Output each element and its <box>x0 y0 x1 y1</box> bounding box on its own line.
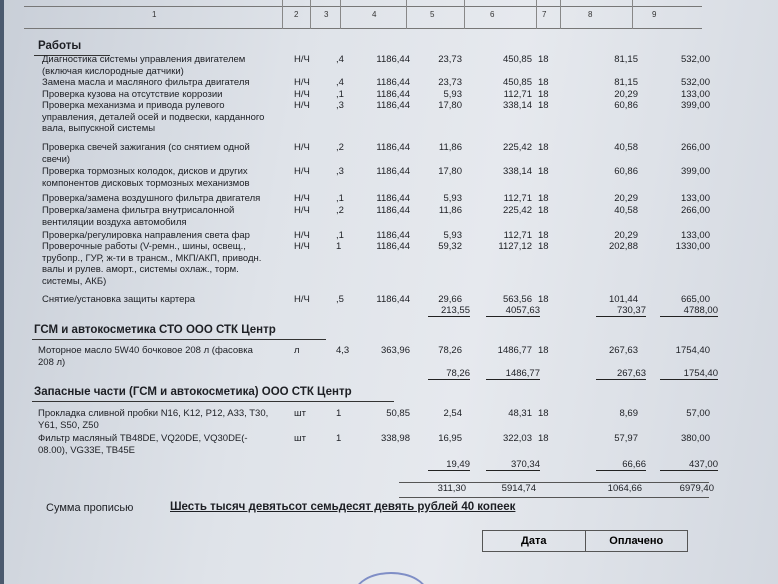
total-c6: 4057,63 <box>486 305 540 317</box>
cell-c6: 48,31 <box>508 408 532 419</box>
col-num-6: 6 <box>490 10 495 19</box>
row-description-line: валы и рулев. аморт., системы охлаж., торм. <box>42 264 239 275</box>
stamp-seal <box>354 572 428 584</box>
cell-c5: 2,54 <box>443 408 462 419</box>
row-description-line: Проверка тормозных колодок, дисков и других <box>42 166 248 177</box>
cell-price: 1186,44 <box>376 294 410 305</box>
cell-c8: 202,88 <box>608 241 638 252</box>
row-description-line: Проверка/замена фильтра внутрисалонной <box>42 205 235 216</box>
row-description-line: управления, деталей осей и подвески, карданного <box>42 111 265 123</box>
cell-c7: 18 <box>538 345 549 356</box>
row-description-line: Y61, S50, Z50 <box>38 419 99 431</box>
col-num-5: 5 <box>430 10 435 19</box>
row-description-line: Проверка кузова на отсутствие коррозии <box>42 89 223 100</box>
cell-c6: 112,71 <box>503 89 532 100</box>
row-description-line: Прокладка сливной пробки N16, K12, P12, A33, T30, <box>38 408 269 419</box>
cell-qty: ,3 <box>336 100 344 111</box>
footer-date-label: Дата <box>521 535 547 547</box>
row-description-line: Снятие/установка защиты картера <box>42 294 196 305</box>
cell-price: 50,85 <box>386 408 410 419</box>
cell-qty: ,5 <box>336 294 344 305</box>
cell-c8: 40,58 <box>614 205 638 216</box>
cell-unit: л <box>294 345 300 356</box>
cell-c9: 399,00 <box>680 166 710 177</box>
cell-c6: 112,71 <box>503 230 532 241</box>
row-description-line: Замена масла и масляного фильтра двигателя <box>42 77 250 88</box>
cell-c6: 112,71 <box>503 193 532 204</box>
total-c5: 78,26 <box>428 368 470 380</box>
row-description-line: Моторное масло 5W40 бочковое 208 л (фасовка <box>38 345 253 356</box>
cell-c8: 101,44 <box>608 294 638 305</box>
cell-c5: 17,80 <box>438 100 462 111</box>
cell-c5: 17,80 <box>438 166 462 177</box>
invoice-page <box>4 0 778 584</box>
row-description-line: системы, АКБ) <box>42 275 107 287</box>
cell-qty: 1 <box>336 408 342 419</box>
cell-price: 1186,44 <box>376 100 410 111</box>
grand-total-c6: 5914,74 <box>501 483 536 494</box>
cell-unit: Н/Ч <box>294 294 310 305</box>
cell-unit: Н/Ч <box>294 54 310 65</box>
cell-c5: 23,73 <box>438 77 462 88</box>
cell-qty: 1 <box>336 433 342 444</box>
cell-c6: 322,03 <box>502 433 532 444</box>
col-num-3: 3 <box>324 10 329 19</box>
cell-c9: 133,00 <box>680 89 710 100</box>
cell-c5: 16,95 <box>438 433 462 444</box>
cell-price: 1186,44 <box>376 54 410 65</box>
row-description-line: Диагностика системы управления двигателем <box>42 54 246 65</box>
col-num-9: 9 <box>652 10 657 19</box>
cell-c5: 29,66 <box>438 294 462 305</box>
cell-price: 338,98 <box>380 433 410 444</box>
total-c8: 267,63 <box>596 368 646 380</box>
cell-c6: 563,56 <box>502 294 532 305</box>
cell-c5: 5,93 <box>443 193 462 204</box>
cell-c8: 57,97 <box>614 433 638 444</box>
cell-c5: 59,32 <box>438 241 462 252</box>
row-description-line: вала, выпускной системы <box>42 123 156 134</box>
cell-qty: ,4 <box>336 54 344 65</box>
cell-unit: Н/Ч <box>294 230 310 241</box>
total-c6: 370,34 <box>486 459 540 471</box>
total-c9: 1754,40 <box>660 368 718 380</box>
cell-c8: 20,29 <box>614 89 638 100</box>
total-c5: 213,55 <box>428 305 470 317</box>
cell-c9: 532,00 <box>680 54 710 65</box>
col-num-2: 2 <box>294 10 299 19</box>
row-description-line: Фильтр масляный TB48DE, VQ20DE, VQ30DE(- <box>38 433 248 444</box>
cell-unit: Н/Ч <box>294 241 310 252</box>
row-description-line: (включая кислородные датчики) <box>42 65 184 77</box>
cell-c9: 380,00 <box>680 433 710 444</box>
cell-c9: 133,00 <box>680 230 710 241</box>
col-num-8: 8 <box>588 10 593 19</box>
cell-c6: 225,42 <box>502 142 532 153</box>
cell-price: 1186,44 <box>376 193 410 204</box>
cell-c7: 18 <box>538 100 549 111</box>
cell-c7: 18 <box>538 89 549 100</box>
row-description-line: Проверка/регулировка направления света фар <box>42 230 250 241</box>
cell-unit: Н/Ч <box>294 142 310 153</box>
cell-c5: 5,93 <box>443 89 462 100</box>
footer-signature-box <box>482 530 688 552</box>
cell-c7: 18 <box>538 205 549 216</box>
row-description-line: Проверка свечей зажигания (со снятием одной <box>42 142 250 153</box>
cell-c8: 20,29 <box>614 230 638 241</box>
cell-c7: 18 <box>538 142 549 153</box>
cell-c9: 266,00 <box>680 205 710 216</box>
cell-c8: 8,69 <box>619 408 638 419</box>
cell-price: 1186,44 <box>376 77 410 88</box>
cell-c7: 18 <box>538 77 549 88</box>
cell-price: 1186,44 <box>376 142 410 153</box>
cell-c9: 1330,00 <box>675 241 710 252</box>
footer-paid-label: Оплачено <box>585 531 688 551</box>
cell-price: 1186,44 <box>376 205 410 216</box>
cell-c7: 18 <box>538 241 549 252</box>
total-c9: 437,00 <box>660 459 718 471</box>
cell-qty: ,2 <box>336 205 344 216</box>
total-c8: 66,66 <box>596 459 646 471</box>
cell-c7: 18 <box>538 230 549 241</box>
cell-c9: 399,00 <box>680 100 710 111</box>
row-description-line: свечи) <box>42 153 71 165</box>
cell-c8: 81,15 <box>614 77 638 88</box>
cell-c6: 225,42 <box>502 205 532 216</box>
cell-c9: 57,00 <box>686 408 710 419</box>
cell-qty: ,3 <box>336 166 344 177</box>
cell-c5: 11,86 <box>438 142 462 153</box>
cell-c9: 1754,40 <box>675 345 710 356</box>
row-description-line: Проверка механизма и привода рулевого <box>42 100 225 111</box>
row-description-line: вентиляции воздуха автомобиля <box>42 216 187 228</box>
cell-qty: ,1 <box>336 193 344 204</box>
cell-unit: Н/Ч <box>294 89 310 100</box>
cell-c6: 450,85 <box>502 77 532 88</box>
cell-unit: Н/Ч <box>294 205 310 216</box>
cell-unit: шт <box>294 433 306 444</box>
cell-price: 1186,44 <box>376 166 410 177</box>
cell-c7: 18 <box>538 193 549 204</box>
cell-c9: 133,00 <box>680 193 710 204</box>
cell-c5: 78,26 <box>438 345 462 356</box>
cell-unit: шт <box>294 408 306 419</box>
cell-c7: 18 <box>538 433 549 444</box>
cell-unit: Н/Ч <box>294 77 310 88</box>
row-description-line: Проверка/замена воздушного фильтра двигателя <box>42 193 261 204</box>
cell-price: 1186,44 <box>376 89 410 100</box>
cell-c7: 18 <box>538 408 549 419</box>
section-title-gsm: ГСМ и автокосметика СТО ООО СТК Центр <box>34 324 276 336</box>
cell-c7: 18 <box>538 294 549 305</box>
grand-total-c9: 6979,40 <box>679 483 714 494</box>
grand-total-c5: 311,30 <box>437 483 466 494</box>
cell-qty: ,1 <box>336 230 344 241</box>
row-description-line: 08.00), VG33E, TB45E <box>38 444 135 456</box>
section-title-parts: Запасные части (ГСМ и автокосметика) ООО СТК Центр <box>34 386 352 398</box>
row-description-line: компонентов дисковых тормозных механизмов <box>42 177 250 189</box>
col-num-4: 4 <box>372 10 377 19</box>
cell-qty: ,1 <box>336 89 344 100</box>
sum-in-words: Шесть тысяч девятьсот семьдесят девять рублей 40 копеек <box>170 501 516 513</box>
cell-c7: 18 <box>538 54 549 65</box>
cell-qty: ,2 <box>336 142 344 153</box>
column-numbers-header <box>24 0 702 32</box>
cell-price: 1186,44 <box>376 230 410 241</box>
cell-unit: Н/Ч <box>294 166 310 177</box>
total-c5: 19,49 <box>428 459 470 471</box>
cell-c8: 267,63 <box>608 345 638 356</box>
cell-c5: 23,73 <box>438 54 462 65</box>
cell-price: 363,96 <box>380 345 410 356</box>
cell-c9: 532,00 <box>680 77 710 88</box>
cell-qty: 1 <box>336 241 342 252</box>
cell-c6: 1127,12 <box>498 241 532 252</box>
row-description-line: трубопр., ГУР, ж-ти в трансм., МКП/АКП, приводн. <box>42 252 262 264</box>
cell-c8: 60,86 <box>614 100 638 111</box>
col-num-7: 7 <box>542 10 547 19</box>
cell-c8: 81,15 <box>614 54 638 65</box>
grand-total-c8: 1064,66 <box>607 483 642 494</box>
cell-qty: 4,3 <box>336 345 350 356</box>
cell-c5: 5,93 <box>443 230 462 241</box>
total-c9: 4788,00 <box>660 305 718 317</box>
cell-c8: 60,86 <box>614 166 638 177</box>
cell-c7: 18 <box>538 166 549 177</box>
col-num-1: 1 <box>152 10 157 19</box>
cell-c8: 40,58 <box>614 142 638 153</box>
cell-unit: Н/Ч <box>294 193 310 204</box>
total-c6: 1486,77 <box>486 368 540 380</box>
cell-c6: 338,14 <box>502 166 532 177</box>
cell-c5: 11,86 <box>438 205 462 216</box>
cell-c6: 338,14 <box>502 100 532 111</box>
cell-c8: 20,29 <box>614 193 638 204</box>
cell-c9: 665,00 <box>680 294 710 305</box>
cell-c6: 450,85 <box>502 54 532 65</box>
cell-c9: 266,00 <box>680 142 710 153</box>
row-description-line: Проверочные работы (V-ремн., шины, освещ., <box>42 241 246 252</box>
sum-words-label: Сумма прописью <box>46 502 134 514</box>
cell-qty: ,4 <box>336 77 344 88</box>
cell-c6: 1486,77 <box>497 345 532 356</box>
section-title-works: Работы <box>38 40 82 52</box>
row-description-line: 208 л) <box>38 356 66 368</box>
cell-price: 1186,44 <box>376 241 410 252</box>
cell-unit: Н/Ч <box>294 100 310 111</box>
total-c8: 730,37 <box>596 305 646 317</box>
